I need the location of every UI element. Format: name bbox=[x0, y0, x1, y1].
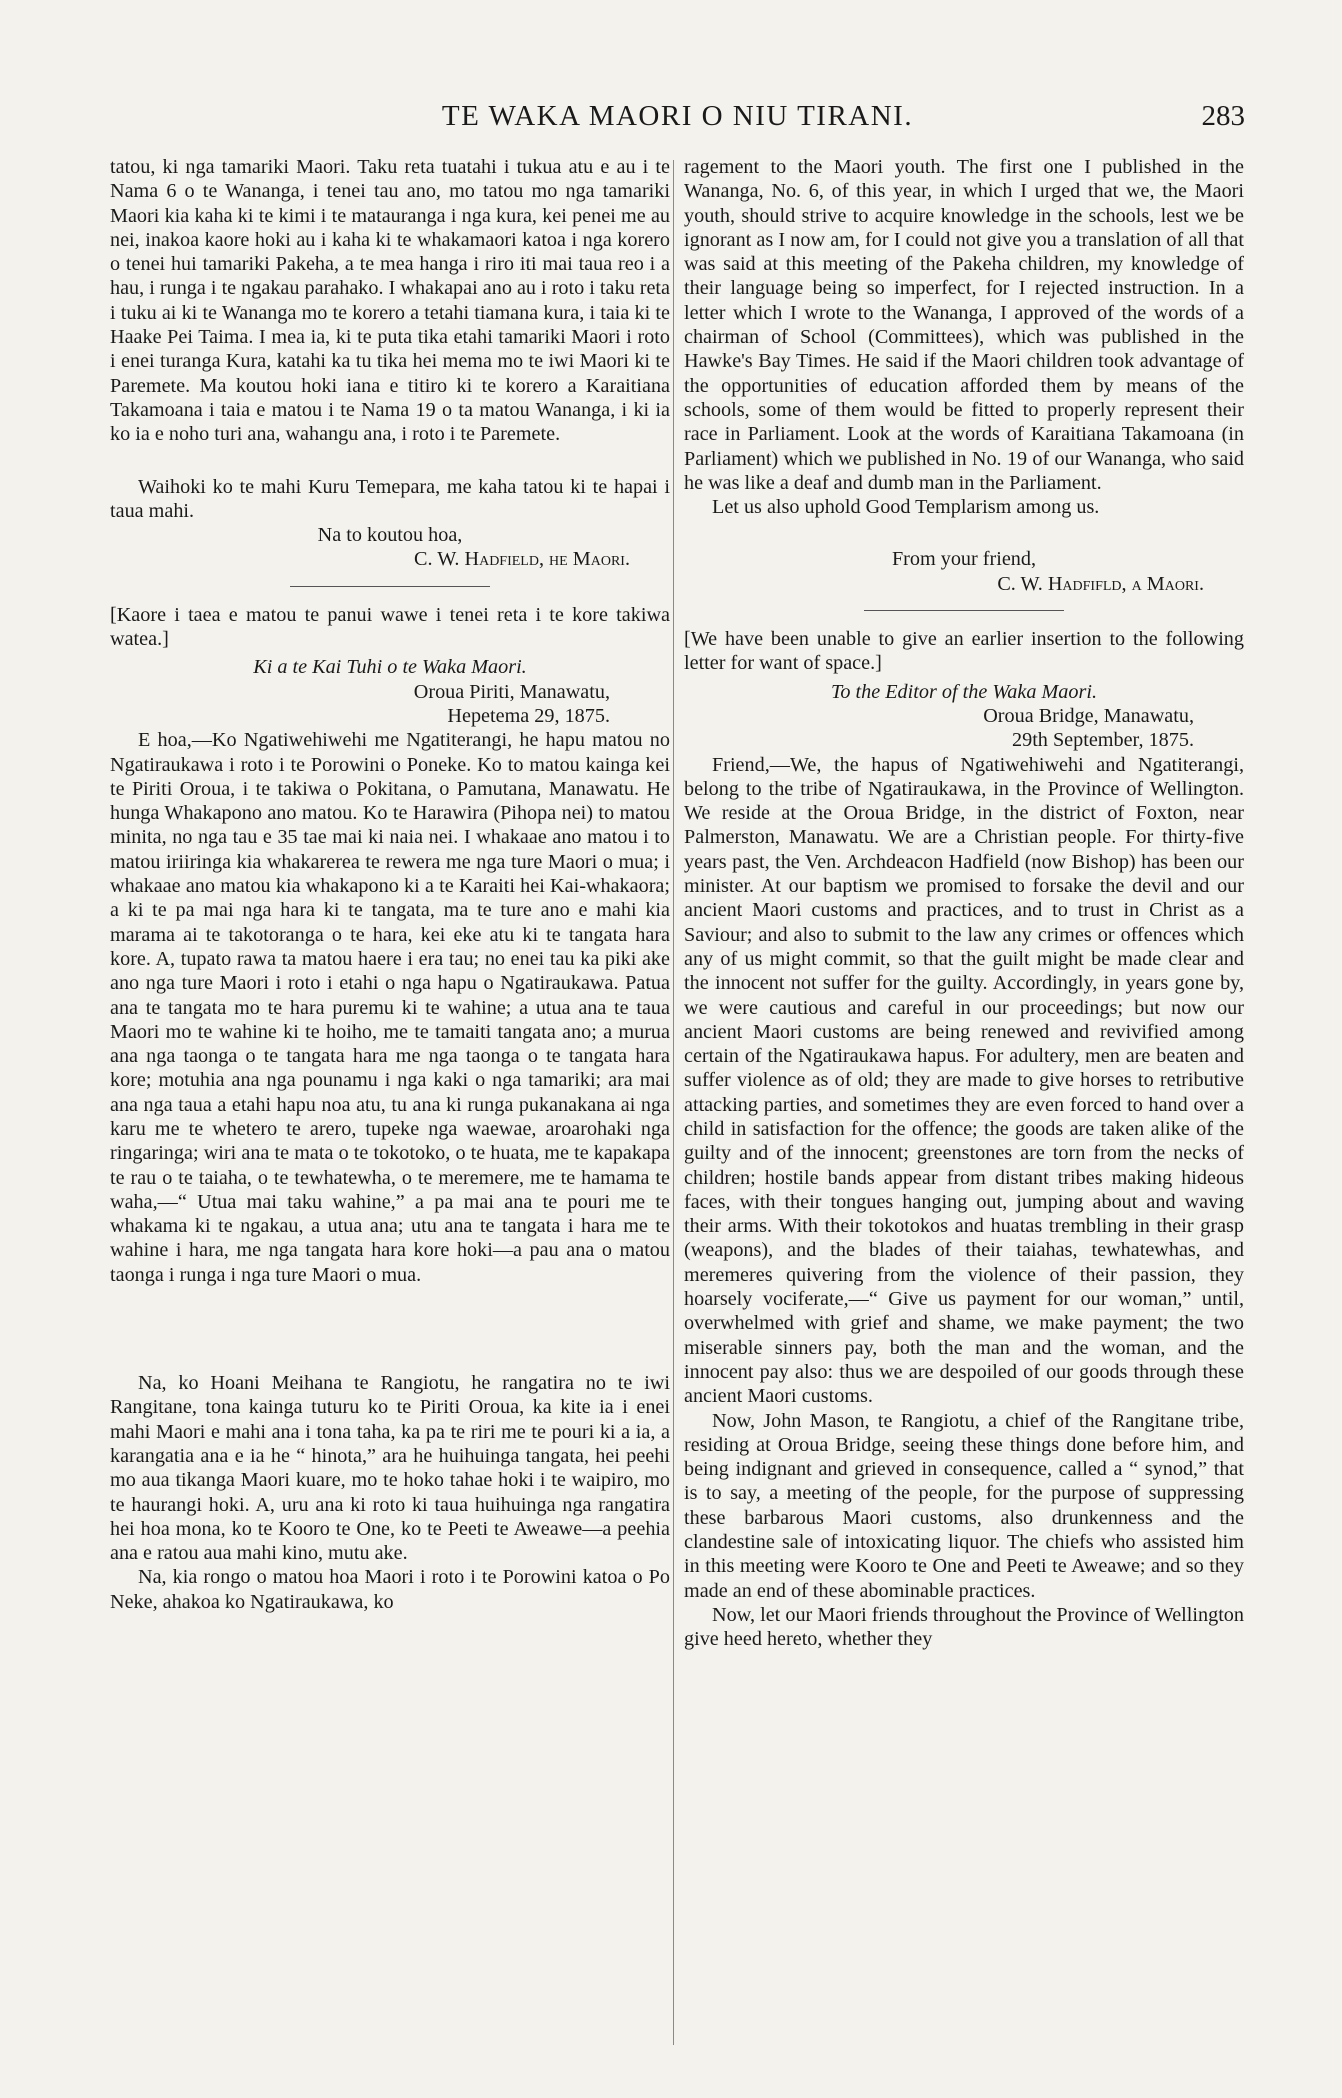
salutation-maori: Ki a te Kai Tuhi o te Waka Maori. bbox=[253, 656, 527, 679]
page-number: 283 bbox=[1201, 100, 1245, 132]
letter-continuation-maori: tatou, ki nga tamariki Maori. Taku reta tuatahi i tukua atu e au i te Nama 6 o te Wananga, i tenei tau ano, mo tatou mo nga tamariki Maori kia kaha ki te kimi i te matauranga i nga kura, kei penei me au nei, inakoa kaore hoki au i kaha ki te whakamaori katoa i nga korero o tenei hui tamariki Pakeha, a te mea hanga i riro iti mai taua reo i a hau, i runga i te ngakau parahako. I whakapai ano au i roto i taku reta i tuku ai ki te Wananga mo te korero a tetahi tiamana kura, i taia ki te Haake Pei Taima. I mea ia, ki te puta tika etahi tamariki Maori i roto i enei turanga Kura, katahi ka tu tika hei mema mo te iwi Maori ki te Paremete. Ma koutou hoki iana e titiro ki te korero a Karaitiana Takamoana i taia e matou i te Nama 19 o ta matou Wananga, i ki ia ko ia e noho turi ana, wahangu ana, i roto i te Paremete. bbox=[110, 156, 670, 446]
signoff-english: From your friend, bbox=[891, 548, 1037, 571]
running-title: TE WAKA MAORI O NIU TIRANI. bbox=[441, 100, 914, 132]
english-column bbox=[684, 155, 1244, 2055]
synod-paragraph-english: Now, John Mason, te Rangiotu, a chief of the Rangitane tribe, residing at Oroua Bridge, seeing these things done before him, and being indignant and grieved in consequence, called a “ synod,” that is to say, a meeting of the people, for the purpose of suppressing these barbarous Maori customs, also drunkenness and the clandestine sale of intoxicating liquor. The chiefs who assisted him in this meeting were Kooro te One and Peeti te Aweawe; and so they made an end of these abominable practices. bbox=[684, 1409, 1244, 1602]
closing-paragraph-maori: Na, kia rongo o matou hoa Maori i roto i te Porowini katoa o Po Neke, ahakoa ko Ngatiraukawa, ko bbox=[110, 1566, 670, 1613]
address-english: Oroua Bridge, Manawatu, bbox=[983, 704, 1194, 727]
editor-note-maori: [Kaore i taea e matou te panui wawe i tenei reta i te kore takiwa watea.] bbox=[110, 603, 670, 651]
column-divider bbox=[673, 160, 674, 2045]
date-maori: Hepetema 29, 1875. bbox=[447, 704, 610, 727]
signature-maori: C. W. Hadfield, he Maori. bbox=[414, 548, 630, 571]
signoff-maori: Na to koutou hoa, bbox=[317, 524, 463, 547]
salutation-english: To the Editor of the Waka Maori. bbox=[831, 680, 1097, 703]
letter-body-english: Friend,—We, the hapus of Ngatiwehiwehi and Ngatiterangi, belong to the tribe of Ngatiraukawa, in the Province of Wellington. We reside at the Oroua Bridge, in the district of Foxton, near Palmerston, Manawatu. We are a Christian people. For thirty-five years past, the Ven. Archdeacon Hadfield (now Bishop) has been our minister. At our baptism we promised to forsake the devil and our ancient Maori customs and practices, and to trust in Christ as a Saviour; and also to submit to the law any crimes or offences which any of us might commit, so that the guilt might be made clear and the innocent not suffer for the guilty. Accordingly, in years gone by, we were cautious and careful in our proceedings; but now our ancient Maori customs are being renewed and revivified among certain of the Ngatiraukawa hapus. For adultery, men are beaten and suffer violence as of old; they are made to give horses to retributive attacking parties, and sometimes they are even forced to hand over a child in satisfaction for the offence; the goods are taken alike of the guilty and of the innocent; greenstones are torn from the necks of children; hostile bands appear from distant tribes making hideous faces, with their tongues hanging out, jumping about and waving their arms. With their tokotokos and huatas trembling in their grasp (weapons), and the blades of their taiahas, tewhatewhas, and meremeres quivering from the violence of their passion, they hoarsely vociferate,—“ Give us payment for our woman,” until, overwhelmed with grief and shame, we make payment; the two miserable sinners pay, both the man and the woman, and the innocent pay also: thus we are despoiled of our goods through these ancient Maori customs. bbox=[684, 753, 1244, 1408]
date-english: 29th September, 1875. bbox=[1012, 729, 1194, 752]
closing-paragraph-english: Now, let our Maori friends throughout the Province of Wellington give heed hereto, whether they bbox=[684, 1603, 1244, 1651]
templar-paragraph-english: Let us also uphold Good Templarism among us. bbox=[712, 496, 1100, 519]
letter-continuation-english: ragement to the Maori youth. The first one I published in the Wananga, No. 6, of this year, in which I urged that we, the Maori youth, should strive to acquire knowledge in the schools, lest we be ignorant as I now am, for I could not give you a translation of all that was said at this meeting of the Pakeha children, my knowledge of their language being so imperfect, for I rejected instruction. In a letter which I wrote to the Wananga, I approved of the words of a chairman of School (Committees), which was published in the Hawke's Bay Times. He said if the Maori children took advantage of the opportunities of education afforded them by means of the schools, some of them would be fitted to properly represent their race in Parliament. Look at the words of Karaitiana Takamoana (in Parliament) which we published in No. 19 of our Wananga, who said he was like a deaf and dumb man in the Parliament. bbox=[684, 156, 1244, 494]
signature-english: C. W. Hadfifld, a Maori. bbox=[997, 572, 1204, 595]
templar-paragraph-maori: Waihoki ko te mahi Kuru Temepara, me kaha tatou ki te hapai i taua mahi. bbox=[110, 475, 670, 522]
address-maori: Oroua Piriti, Manawatu, bbox=[413, 680, 610, 703]
editor-note-english: [We have been unable to give an earlier insertion to the following letter for want of space.] bbox=[684, 628, 1244, 675]
page-header bbox=[110, 100, 1245, 140]
letter-body-maori: E hoa,—Ko Ngatiwehiwehi me Ngatiterangi, he hapu matou no Ngatiraukawa i roto i te Porowini o Poneke. Ko to matou kainga kei te Piriti Oroua, i te takiwa o Pokitana, o Pamutana, Manawatu. He hunga Whakapono ano matou. Ko te Harawira (Pihopa nei) to matou minita, no nga tau e 35 tae mai ki naia nei. I whakaae ano matou i to matou iriiringa kia whakarerea te rewera me nga ture Maori o mua; i whakaae ano matou kia whakapono ki a te Karaiti hei Kai-whakaora; a ki te pa mai nga hara ki te tangata, ma te ture ano e mahi kia marama ai te takotoranga o te hara, kei eke atu ki te tangata hara kore. A, tupato rawa ta matou haere i era tau; no enei tau ka piki ake ano nga ture Maori i roto i etahi o nga hapu o Ngatiraukawa. Patua ana te tangata mo te hara puremu ki te wahine; a utua ana te taua Maori mo te wahine ki te hoiho, me te tamaiti tangata ano; a murua ana nga taonga o te tangata hara me nga taonga o te tangata hara kore; motuhia ana nga pounamu i nga kaki o nga tamariki; ara mai ana nga taua a etahi hapu noa atu, tu ana ki runga pukanakana ai nga karu me te whetero te arero, tupeke nga waewae, aroarohaki nga ringaringa; wiri ana te mata o te tokotoko, o te huata, me te kapakapa te rau o te taiaha, o te tewhatewha, o te meremere, me te hamama te waha,—“ Utua mai taku wahine,” a pa mai ana te pouri me te whakama ki te ngakau, a utua ana; utu ana te tangata i hara me te wahine i hara, me nga tangata hara kore hoki—a pau ana o matou taonga i runga i nga ture Maori o mua. bbox=[110, 729, 670, 1286]
section-rule bbox=[290, 586, 490, 587]
synod-paragraph-maori: Na, ko Hoani Meihana te Rangiotu, he rangatira no te iwi Rangitane, tona kainga tuturu ko te Piriti Oroua, ka kite ia i enei mahi Maori e mahi ana i tona taha, ka pa te riri me te pouri ki a ia, a karangatia ana e ia he “ hinota,” ara he huihuinga tangata, hei peehi mo aua tikanga Maori kuare, mo te hoko tahae hoki i te waipiro, mo te haurangi hoki. A, uru ana ki roto ki taua huihuinga nga rangatira hei hoa mona, ko te Kooro te One, ko te Peeti te Aweawe—a peehia ana e ratou aua mahi kino, mutu ake. bbox=[110, 1372, 670, 1565]
maori-column bbox=[110, 155, 670, 2055]
section-rule bbox=[864, 610, 1064, 611]
